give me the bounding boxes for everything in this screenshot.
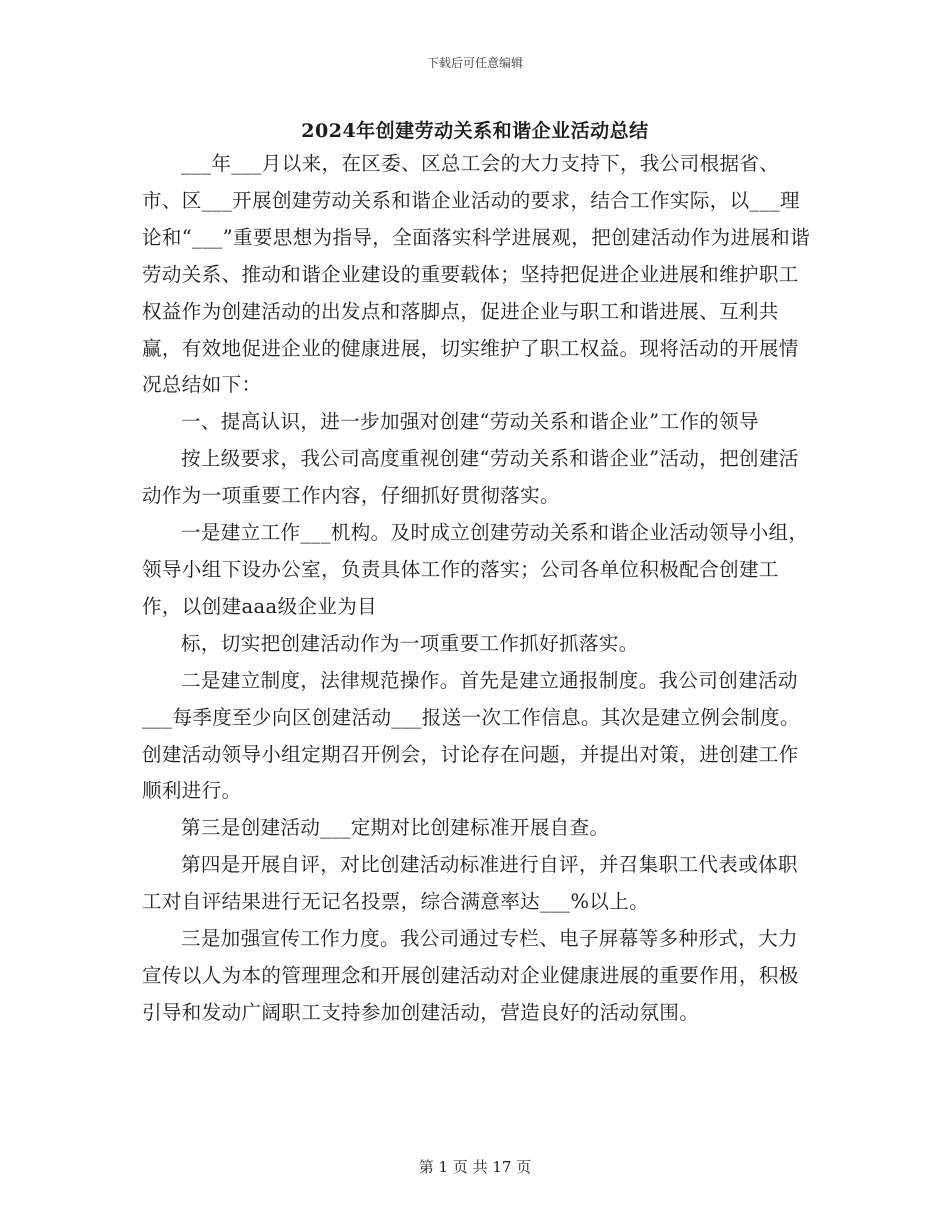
paragraph-intro: ___年___月以来，在区委、区总工会的大力支持下，我公司根据省、市、区___开展创建劳动关系和谐企业活动的要求，结合工作实际，以___理论和“___”重要思想为指导，全面落实科学进展观，把创建活动作为进展和谐劳动关系、推动和谐企业建设的重要载体；坚持把促进企业进展和维护职工权益作为创建活动的出发点和落脚点，促进企业与职工和谐进展、互利共赢，有效地促进企业的健康进展，切实维护了职工权益。现将活动的开展情况总结如下： [142, 152, 811, 397]
paragraph: 三是加强宣传工作力度。我公司通过专栏、电子屏幕等多种形式，大力宣传以人为本的管理理念和开展创建活动对企业健康进展的重要作用，积极引导和发动广阔职工支持参加创建活动，营造良好的活动氛围。 [142, 927, 799, 1024]
paragraph-section-heading: 一、提高认识，进一步加强对创建“劳动关系和谐企业”工作的领导 [181, 410, 759, 434]
paragraph: 第四是开展自评，对比创建活动标准进行自评，并召集职工代表或体职工对自评结果进行无记名投票，综合满意率达___%以上。 [142, 853, 798, 914]
paragraph: 标，切实把创建活动作为一项重要工作抓好抓落实。 [181, 631, 639, 655]
paragraph: 按上级要求，我公司高度重视创建“劳动关系和谐企业”活动，把创建活动作为一项重要工作内容，仔细抓好贯彻落实。 [142, 447, 799, 508]
paragraph: 一是建立工作___机构。及时成立创建劳动关系和谐企业活动领导小组，领导小组下设办公室，负责具体工作的落实；公司各单位积极配合创建工作，以创建aaa级企业为目 [142, 521, 809, 618]
document-title: 2024年创建劳动关系和谐企业活动总结 [301, 120, 649, 142]
document-body [142, 146, 814, 1032]
header-note: 下载后可任意编辑 [426, 56, 523, 70]
paragraph: 二是建立制度，法律规范操作。首先是建立通报制度。我公司创建活动___每季度至少向区创建活动___报送一次工作信息。其次是建立例会制度。创建活动领导小组定期召开例会，讨论存在问题，并提出对策，进创建工作顺利进行。 [142, 668, 800, 803]
paragraph: 第三是创建活动___定期对比创建标准开展自查。 [181, 816, 610, 840]
page-number: 第 1 页 共 17 页 [418, 1158, 532, 1176]
